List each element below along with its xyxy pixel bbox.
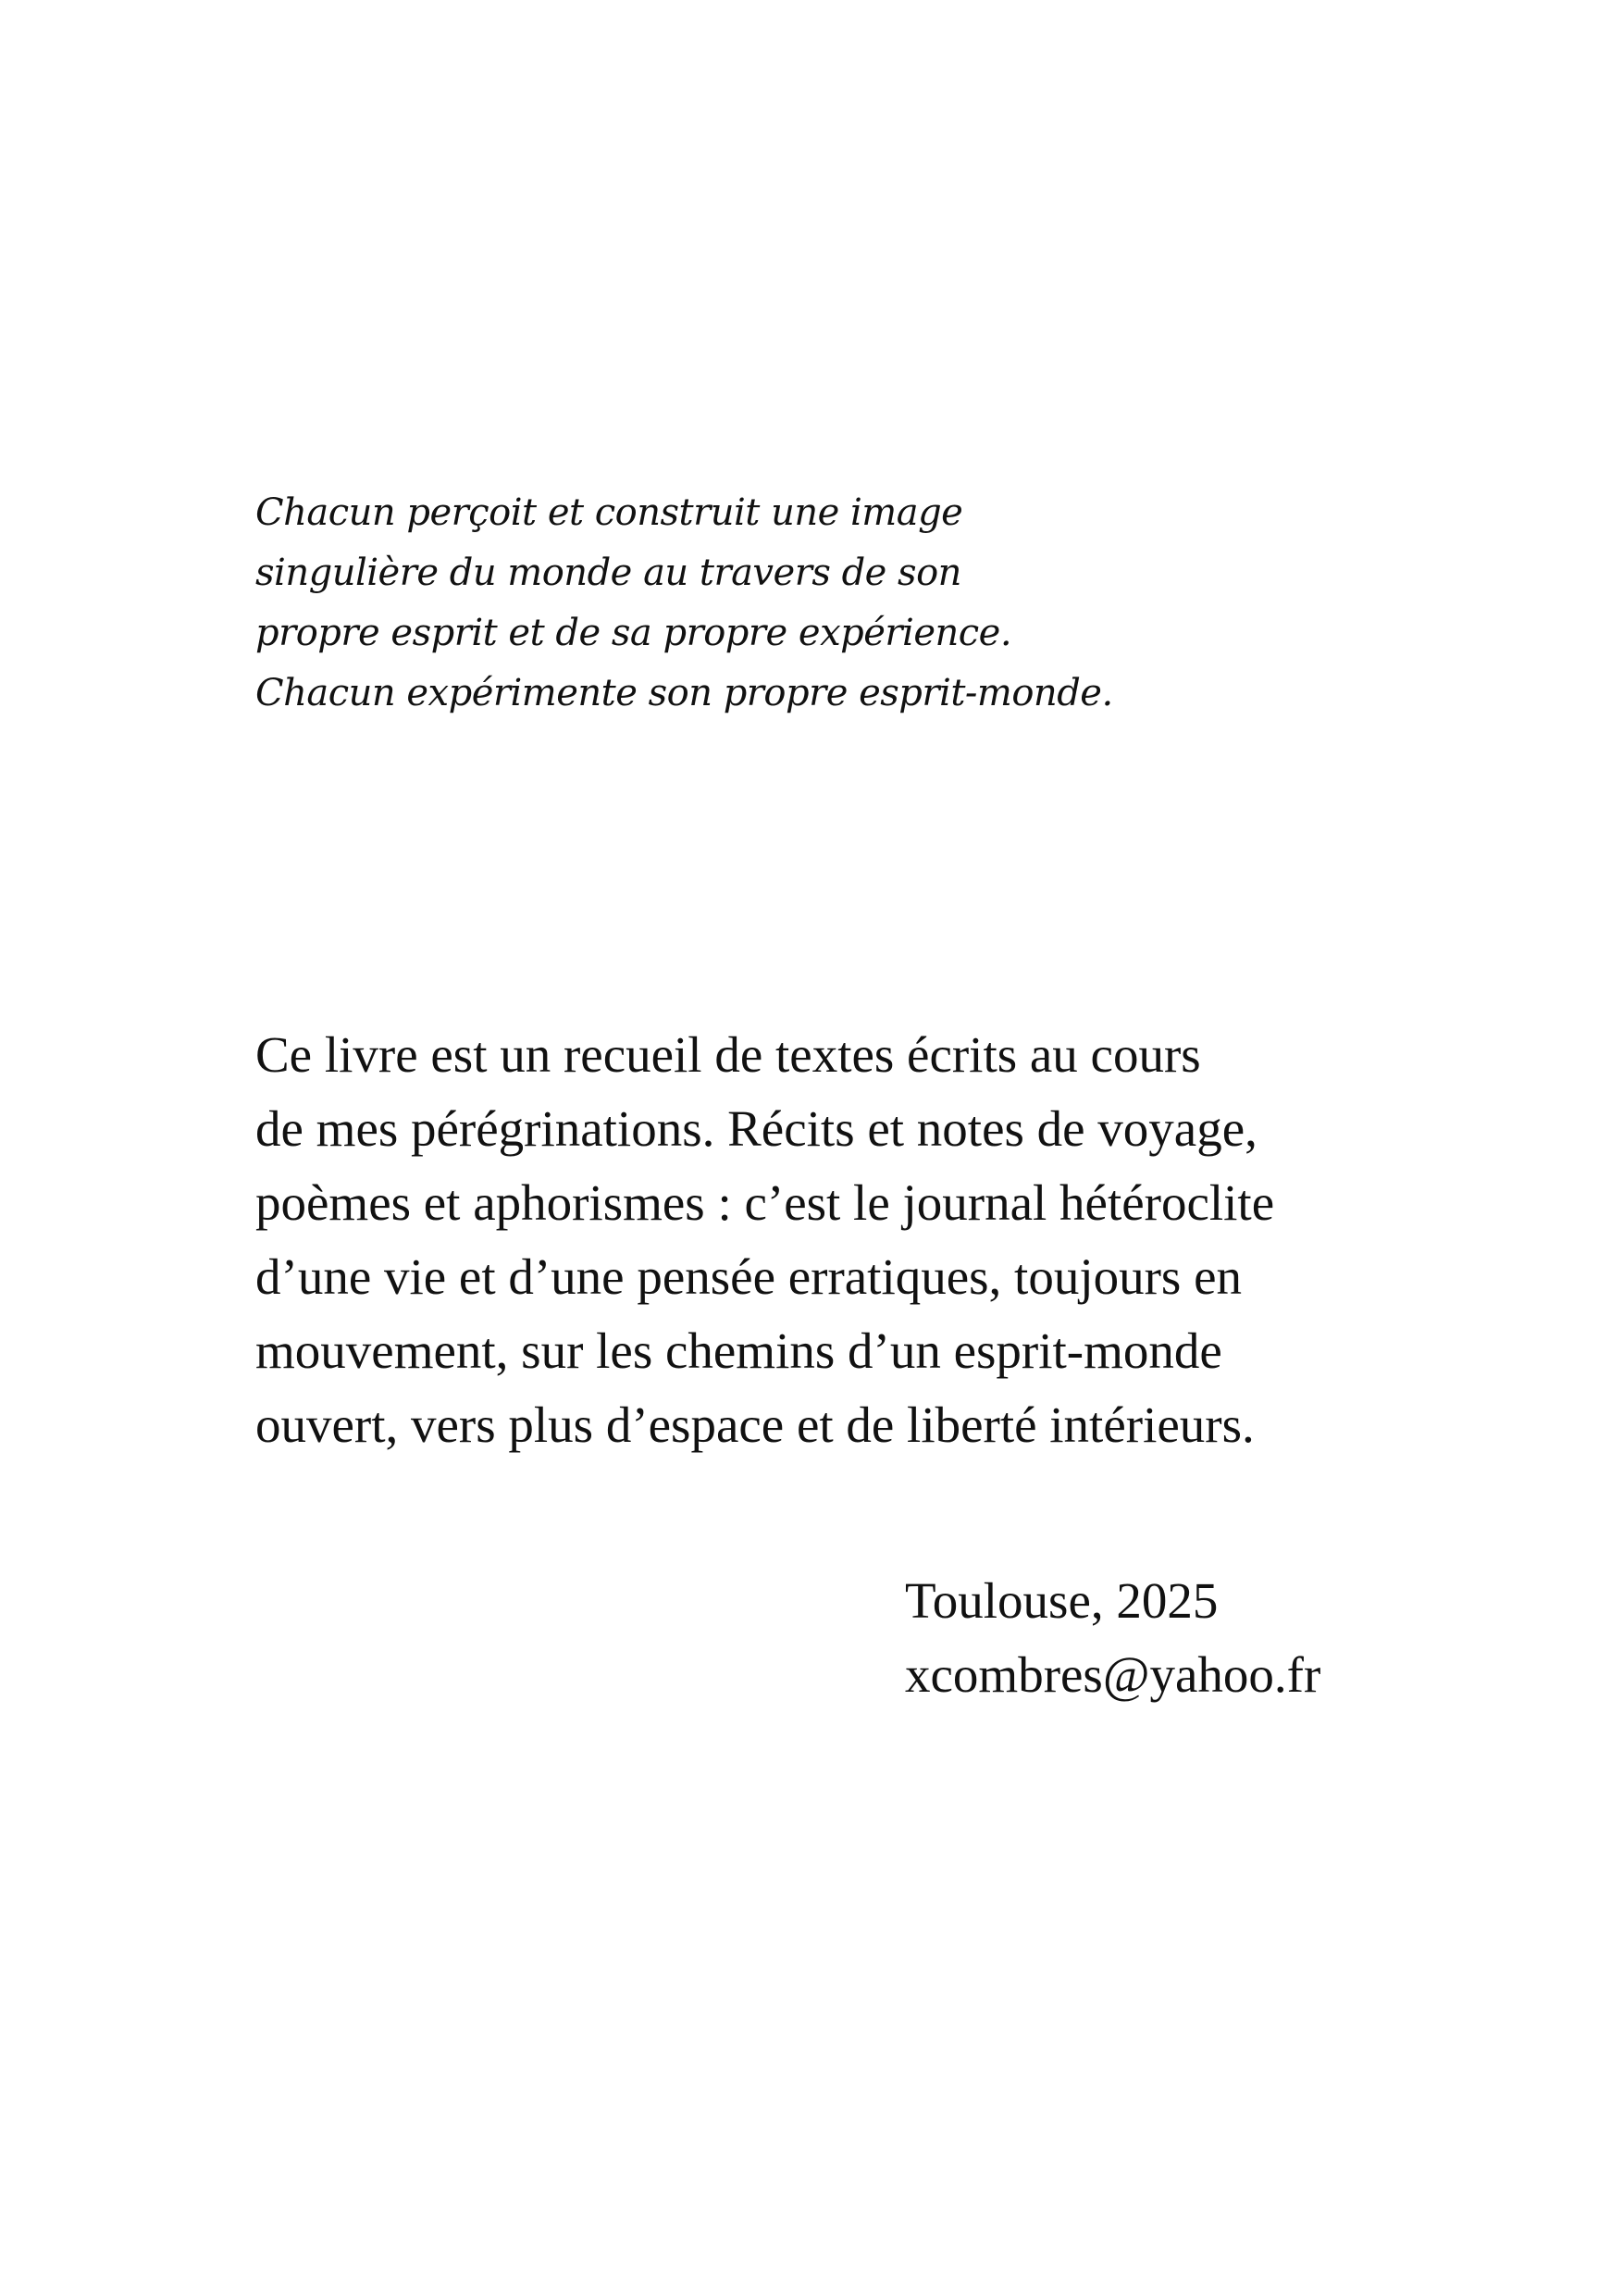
intro-line: poèmes et aphorismes : c’est le journal hétéroclite xyxy=(255,1174,1275,1231)
epigraph-line: Chacun perçoit et construit une image xyxy=(255,491,963,534)
intro-line: d’une vie et d’une pensée erratiques, toujours en xyxy=(255,1248,1243,1305)
epigraph-line: singulière du monde au travers de son xyxy=(255,552,961,594)
intro-line: mouvement, sur les chemins d’un esprit-monde xyxy=(255,1322,1222,1379)
epigraph-line: Chacun expérimente son propre esprit-monde. xyxy=(255,672,1113,714)
intro-line: de mes pérégrinations. Récits et notes de voyage, xyxy=(255,1100,1258,1157)
author-email: xcombres@yahoo.fr xyxy=(905,1646,1321,1703)
intro-line: Ce livre est un recueil de textes écrits au cours xyxy=(255,1026,1201,1083)
epigraph-line: propre esprit et de sa propre expérience. xyxy=(255,612,1012,654)
epigraph xyxy=(255,483,1366,724)
intro-line: ouvert, vers plus d’espace et de liberté intérieurs. xyxy=(255,1396,1255,1453)
signature-block xyxy=(905,1564,1553,1712)
place-date: Toulouse, 2025 xyxy=(905,1572,1219,1629)
intro-paragraph xyxy=(255,1018,1458,1462)
